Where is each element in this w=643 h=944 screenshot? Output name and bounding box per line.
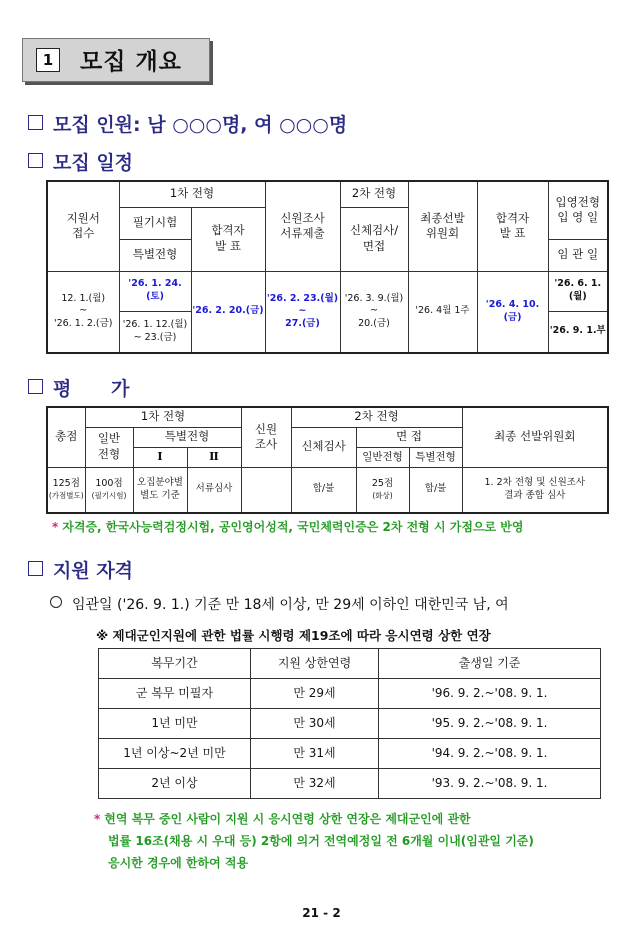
qualification-age-line: 임관일 ('26. 9. 1.) 기준 만 18세 이상, 만 29세 이하인 대한민국 남, 여 xyxy=(50,594,509,614)
max-age-cell: 만 31세 xyxy=(251,739,379,769)
header-total: 총점 xyxy=(47,407,85,467)
header-pass1: 합격자 발 표 xyxy=(191,207,265,271)
heading-schedule: 모집 일정 xyxy=(28,148,133,175)
page-number: 21 - 2 xyxy=(302,906,341,920)
heading-recruit-count: 모집 인원: 남 ○○○명, 여 ○○○명 xyxy=(28,110,347,137)
birthdate-cell: '96. 9. 2.~'08. 9. 1. xyxy=(379,679,601,709)
value-special-1: 오집분야별 별도 기준 xyxy=(133,467,187,513)
header-special: 특별전형 xyxy=(133,427,241,447)
value-total: 125점 (가점별도) xyxy=(47,467,85,513)
header-general: 일반 전형 xyxy=(85,427,133,467)
header-service-period: 복무기간 xyxy=(99,649,251,679)
value-background-docs: '26. 2. 23.(월) ~ 27.(금) xyxy=(265,271,340,353)
header-special-2: Ⅱ xyxy=(187,447,241,467)
value-committee: '26. 4월 1주 xyxy=(408,271,477,353)
header-special-1: Ⅰ xyxy=(133,447,187,467)
value-pass1: '26. 2. 20.(금) xyxy=(191,271,265,353)
value-general: 100점 (필기시험) xyxy=(85,467,133,513)
value-written-exam: '26. 1. 24.(토) xyxy=(119,271,191,311)
header-background-check: 신원 조사 xyxy=(241,407,291,467)
asterisk-icon: * xyxy=(94,812,101,826)
max-age-cell: 만 32세 xyxy=(251,769,379,799)
header-appoint: 임 관 일 xyxy=(548,239,608,271)
value-physical-interview: '26. 3. 9.(월) ~ 20.(금) xyxy=(340,271,408,353)
header-first-stage: 1차 전형 xyxy=(119,181,265,207)
table-row xyxy=(99,709,601,739)
header-second-stage: 2차 전형 xyxy=(291,407,462,427)
service-note: * 현역 복무 중인 사람이 지원 시 응시연령 상한 연장은 제대군인에 관한 법률 16조(채용 시 우대 등) 2항에 의거 전역예정일 전 6개월 이내(임관일 기준) 응시한 경우에 한하여 적용 xyxy=(94,812,534,870)
service-period-cell: 2년 이상 xyxy=(99,769,251,799)
table-row xyxy=(99,679,601,709)
max-age-cell: 만 30세 xyxy=(251,709,379,739)
table-row xyxy=(99,739,601,769)
evaluation-table xyxy=(46,406,609,514)
value-final-committee: 1. 2차 전형 및 신원조사 결과 종합 심사 xyxy=(462,467,608,513)
header-interview-general: 일반전형 xyxy=(356,447,409,467)
value-interview-general: 25점 (화상) xyxy=(356,467,409,513)
service-period-table xyxy=(98,648,601,799)
age-extension-note: ※ 제대군인지원에 관한 법률 시행령 제19조에 따라 응시연령 상한 연장 xyxy=(96,628,491,643)
header-special: 특별전형 xyxy=(119,239,191,271)
header-birthdate: 출생일 기준 xyxy=(379,649,601,679)
birthdate-cell: '93. 9. 2.~'08. 9. 1. xyxy=(379,769,601,799)
value-interview-special: 합/불 xyxy=(409,467,462,513)
header-second-stage: 2차 전형 xyxy=(340,181,408,207)
square-bullet-icon xyxy=(28,115,43,130)
header-enlist: 입영전형 입 영 일 xyxy=(548,181,608,239)
header-interview: 면 접 xyxy=(356,427,462,447)
evaluation-note: * 자격증, 한국사능력검정시험, 공인영어성적, 국민체력인증은 2차 전형 시 가점으로 반영 xyxy=(52,520,524,534)
header-max-age: 지원 상한연령 xyxy=(251,649,379,679)
header-first-stage: 1차 전형 xyxy=(85,407,241,427)
header-physical: 신체검사 xyxy=(291,427,356,467)
header-background-docs: 신원조사 서류제출 xyxy=(265,181,340,271)
birthdate-cell: '94. 9. 2.~'08. 9. 1. xyxy=(379,739,601,769)
heading-evaluation: 평 가 xyxy=(28,374,129,401)
service-period-cell: 1년 이상~2년 미만 xyxy=(99,739,251,769)
value-pass2: '26. 4. 10.(금) xyxy=(477,271,548,353)
square-bullet-icon xyxy=(28,561,43,576)
table-row xyxy=(99,769,601,799)
square-bullet-icon xyxy=(28,153,43,168)
circle-bullet-icon xyxy=(50,596,62,608)
value-enlist: '26. 6. 1.(월) xyxy=(548,271,608,311)
service-period-cell: 군 복무 미필자 xyxy=(99,679,251,709)
header-apply: 지원서 접수 xyxy=(47,181,119,271)
value-special-2: 서류심사 xyxy=(187,467,241,513)
header-written-exam: 필기시험 xyxy=(119,207,191,239)
header-final-committee: 최종 선발위원회 xyxy=(462,407,608,467)
value-background-check xyxy=(241,467,291,513)
birthdate-cell: '95. 9. 2.~'08. 9. 1. xyxy=(379,709,601,739)
value-apply: 12. 1.(월) ~ '26. 1. 2.(금) xyxy=(47,271,119,353)
asterisk-icon: * xyxy=(52,520,59,534)
section-number: 1 xyxy=(36,48,60,72)
value-physical: 합/불 xyxy=(291,467,356,513)
square-bullet-icon xyxy=(28,379,43,394)
heading-qualification: 지원 자격 xyxy=(28,556,133,583)
header-physical-interview: 신체검사/ 면접 xyxy=(340,207,408,271)
header-committee: 최종선발 위원회 xyxy=(408,181,477,271)
header-interview-special: 특별전형 xyxy=(409,447,462,467)
section-title: 모집 개요 xyxy=(80,49,182,75)
value-special: '26. 1. 12.(월) ~ 23.(금) xyxy=(119,311,191,353)
schedule-table xyxy=(46,180,609,354)
value-appoint: '26. 9. 1.부 xyxy=(548,311,608,353)
max-age-cell: 만 29세 xyxy=(251,679,379,709)
header-pass2: 합격자 발 표 xyxy=(477,181,548,271)
service-period-cell: 1년 미만 xyxy=(99,709,251,739)
